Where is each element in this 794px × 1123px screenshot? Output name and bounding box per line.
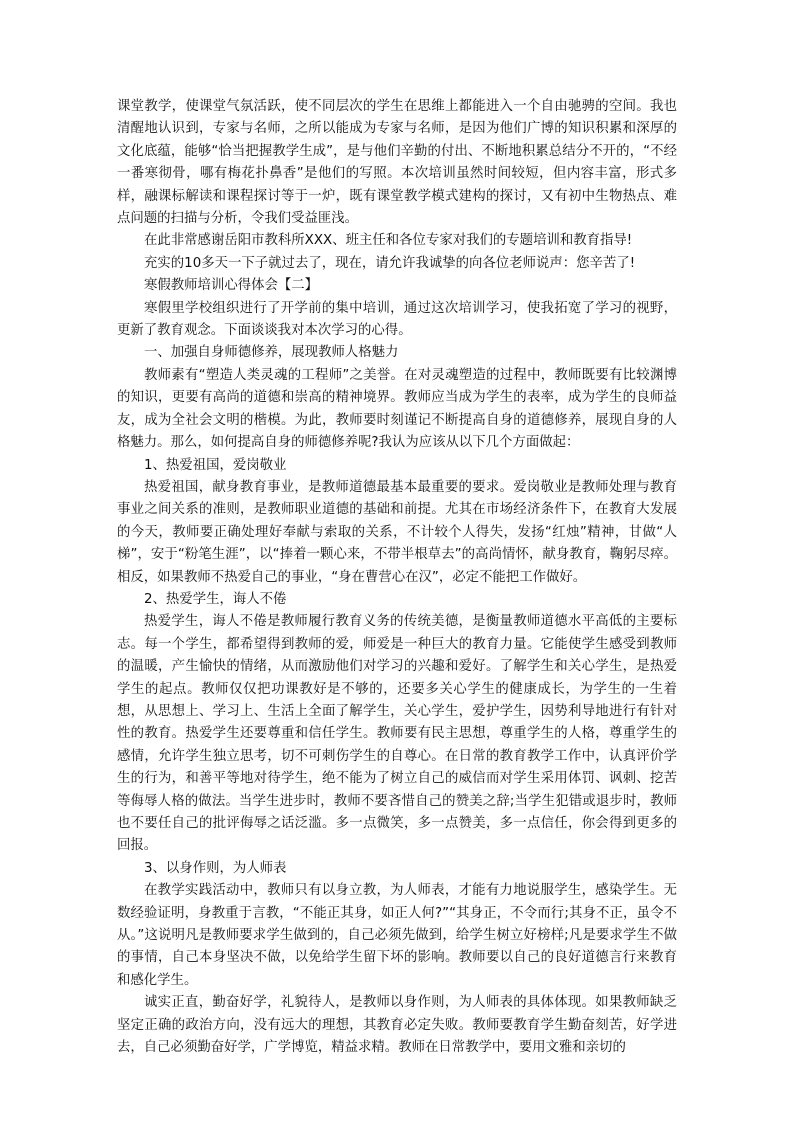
paragraph: 寒假里学校组织进行了开学前的集中培训，通过这次培训学习，使我拓宽了学习的视野，更新了教育观念。下面谈谈我对本次学习的心得。	[117, 300, 677, 339]
subheading: 3、以身作则，为人师表	[144, 860, 287, 876]
paragraph: 热爱学生，诲人不倦是教师履行教育义务的传统美德，是衡量教师道德水平高低的主要标志。每一个学生，都希望得到教师的爱，师爱是一种巨大的教育力量。它能使学生感受到教师的温暖，产生愉快的情绪，从而激励他们对学习的兴趣和爱好。了解学生和关心学生，是热爱学生的起点。教师仅仅把功课教好是不够的，还要多关心学生的健康成长，为学生的一生着想，从思想上、学习上、生活上全面了解学生，关心学生，爱护学生，因势利导地进行有针对性的教育。热爱学生还要尊重和信任学生。教师要有民主思想，尊重学生的人格，尊重学生的感情，允许学生独立思考，切不可刺伤学生的自尊心。在日常的教育教学工作中，认真评价学生的行为，和善平等地对待学生，绝不能为了树立自己的威信而对学生采用体罚、讽刺、挖苦等侮辱人格的做法。当学生进步时，教师不要吝惜自己的赞美之辞;当学生犯错或退步时，教师也不要任自己的批评侮辱之话泛滥。多一点微笑，多一点赞美，多一点信任，你会得到更多的回报。	[117, 614, 677, 854]
paragraph: 教师素有“塑造人类灵魂的工程师”之美誉。在对灵魂塑造的过程中，教师既要有比较渊博的知识，更要有高尚的道德和崇高的精神境界。教师应当成为学生的表率，成为学生的良师益友，成为全社会文明的楷模。为此，教师要时刻谨记不断提高自身的道德修养，展现自身的人格魅力。那么，如何提高自身的师德修养呢?我认为应该从以下几个方面做起：	[117, 367, 677, 451]
paragraph: 在此非常感谢岳阳市教科所XXX、班主任和各位专家对我们的专题培训和教育指导!	[144, 233, 633, 249]
subheading: 2、热爱学生，诲人不倦	[144, 591, 287, 607]
paragraph: 热爱祖国，献身教育事业，是教师道德最基本最重要的要求。爱岗敬业是教师处理与教育事业之间关系的准则，是教师职业道德的基础和前提。尤其在市场经济条件下，在教育大发展的今天，教师要正确处理好奉献与索取的关系，不计较个人得失，发扬“红烛”精神，甘做“人梯”，安于“粉笔生涯”，以“捧着一颗心来，不带半根草去”的高尚情怀，献身教育，鞠躬尽瘁。相反，如果教师不热爱自己的事业，“身在曹营心在汉”，必定不能把工作做好。	[117, 479, 677, 585]
document-body	[117, 96, 677, 1059]
paragraph: 课堂教学，使课堂气氛活跃，使不同层次的学生在思维上都能进入一个自由驰骋的空间。我也清醒地认识到，专家与名师，之所以能成为专家与名师，是因为他们广博的知识积累和深厚的文化底蕴，能够“恰当把握教学生成”，是与他们辛勤的付出、不断地积累总结分不开的，“不经一番寒彻骨，哪有梅花扑鼻香”是他们的写照。本次培训虽然时间较短，但内容丰富，形式多样，融课标解读和课程探讨等于一炉，既有课堂教学模式建构的探讨，又有初中生物热点、难点问题的扫描与分析，令我们受益匪浅。	[117, 99, 677, 227]
paragraph: 在教学实践活动中，教师只有以身立教，为人师表，才能有力地说服学生，感染学生。无数经验证明，身教重于言教，“不能正其身，如正人何?”“其身正，不令而行;其身不正，虽令不从。”这说明凡是教师要求学生做到的，自己必须先做到，给学生树立好榜样;凡是要求学生不做的事情，自己本身坚决不做，以免给学生留下坏的影响。教师要以自己的良好道德言行来教育和感化学生。	[117, 883, 677, 988]
section-heading: 寒假教师培训心得体会【二】	[144, 278, 319, 294]
subheading: 1、热爱祖国，爱岗敬业	[144, 457, 287, 473]
paragraph: 充实的10多天一下子就过去了，现在，请允许我诚挚的向各位老师说声：您辛苦了!	[144, 255, 636, 271]
paragraph: 诚实正直，勤奋好学，礼貌待人，是教师以身作则，为人师表的具体体现。如果教师缺乏坚定正确的政治方向，没有远大的理想，其教育必定失败。教师要教育学生勤奋刻苦，好学进去，自己必须勤奋好学，广学博览，精益求精。教师在日常教学中，要用文雅和亲切的	[117, 995, 677, 1056]
subheading: 一、加强自身师德修养，展现教师人格魅力	[144, 345, 399, 361]
